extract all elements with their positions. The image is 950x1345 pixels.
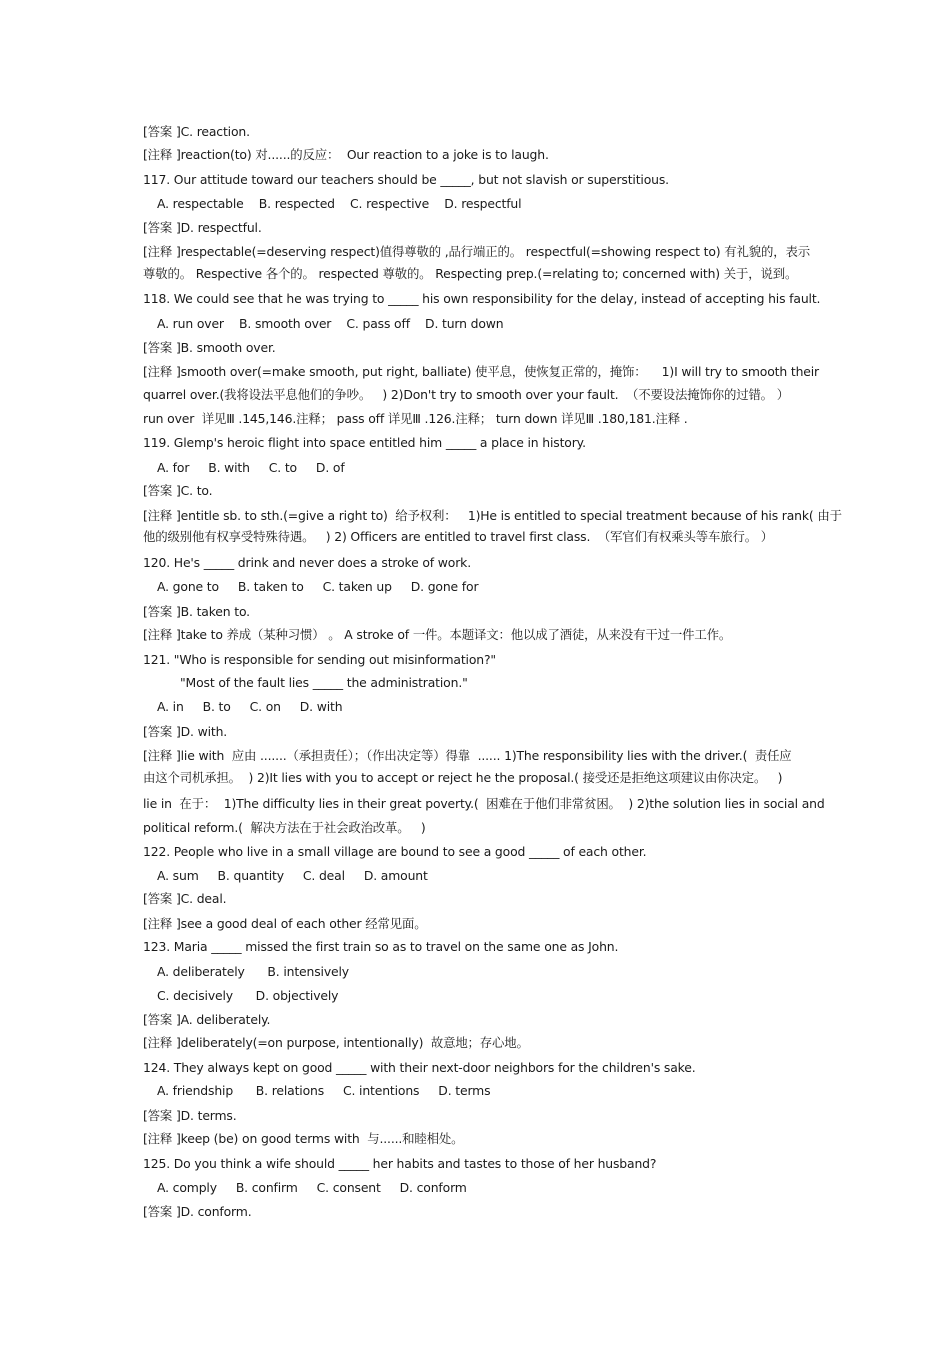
text-line: [答案 ]D. conform. <box>143 1204 252 1219</box>
text-line: political reform.( 解决方法在于社会政治改革。 ) <box>143 820 426 835</box>
text-line: 119. Glemp's heroic flight into space entitled him _____ a place in history. <box>143 435 586 450</box>
text-line: [注释 ]see a good deal of each other 经常见面。 <box>143 916 427 931</box>
text-line: 尊敬的。 Respective 各个的。 respected 尊敬的。 Respecting prep.(=relating to; concerned with) 关于，说到。 <box>143 266 798 281</box>
text-line: C. decisively D. objectively <box>157 988 339 1003</box>
text-line: "Most of the fault lies _____ the administration." <box>180 675 468 690</box>
text-line: 122. People who live in a small village are bound to see a good _____ of each other. <box>143 844 647 859</box>
text-line: A. deliberately B. intensively <box>157 964 349 979</box>
text-line: run over 详见Ⅲ .145,146.注释； pass off 详见Ⅲ .126.注释； turn down 详见Ⅲ .180,181.注释 . <box>143 411 688 426</box>
text-line: [注释 ]reaction(to) 对......的反应： Our reaction to a joke is to laugh. <box>143 147 549 162</box>
text-line: A. gone to B. taken to C. taken up D. gone for <box>157 579 479 594</box>
text-line: [答案 ]C. reaction. <box>143 124 250 139</box>
text-line: 由这个司机承担。 ) 2)It lies with you to accept or reject he the proposal.( 接受还是拒绝这项建议由你决定。 ) <box>143 770 783 785</box>
text-line: 124. They always kept on good _____ with their next-door neighbors for the children's sake. <box>143 1060 696 1075</box>
text-line: lie in 在于： 1)The difficulty lies in their great poverty.( 困难在于他们非常贫困。 ) 2)the solution lies in social and <box>143 796 825 811</box>
text-line: A. for B. with C. to D. of <box>157 460 345 475</box>
text-line: [答案 ]A. deliberately. <box>143 1012 271 1027</box>
text-line: 120. He's _____ drink and never does a stroke of work. <box>143 555 471 570</box>
text-line: 117. Our attitude toward our teachers should be _____, but not slavish or superstitious. <box>143 172 669 187</box>
text-line: [注释 ]lie with 应由 .......（承担责任）；（作出决定等）得靠 ...... 1)The responsibility lies with the driver.( 责任应 <box>143 748 792 763</box>
text-line: 121. "Who is responsible for sending out misinformation?" <box>143 652 496 667</box>
text-line: [注释 ]respectable(=deserving respect)值得尊敬的 ,品行端正的。 respectful(=showing respect to) 有礼貌的，表示 <box>143 244 810 259</box>
text-line: A. sum B. quantity C. deal D. amount <box>157 868 428 883</box>
text-line: 125. Do you think a wife should _____ her habits and tastes to those of her husband? <box>143 1156 657 1171</box>
text-line: [注释 ]take to 养成（某种习惯） 。 A stroke of 一件。本题译文：他以成了酒徒，从来没有干过一件工作。 <box>143 627 732 642</box>
text-line: A. run over B. smooth over C. pass off D. turn down <box>157 316 504 331</box>
text-line: [答案 ]D. with. <box>143 724 228 739</box>
text-line: 123. Maria _____ missed the first train so as to travel on the same one as John. <box>143 939 619 954</box>
text-line: [注释 ]deliberately(=on purpose, intentionally) 故意地；存心地。 <box>143 1035 529 1050</box>
text-line: [注释 ]entitle sb. to sth.(=give a right to) 给予权利： 1)He is entitled to special treatment because of his rank( 由于 <box>143 508 842 523</box>
text-line: 118. We could see that he was trying to _____ his own responsibility for the delay, instead of accepting his fault. <box>143 291 821 306</box>
text-line: 他的级别他有权享受特殊待遇。 ) 2) Officers are entitled to travel first class. （军官们有权乘头等车旅行。 ） <box>143 529 773 544</box>
text-line: [答案 ]B. taken to. <box>143 604 250 619</box>
text-line: [注释 ]keep (be) on good terms with 与......和睦相处。 <box>143 1131 464 1146</box>
text-line: quarrel over.(我将设法平息他们的争吵。 ) 2)Don't try to smooth over your fault. （不要设法掩饰你的过错。 ） <box>143 387 789 402</box>
text-line: A. respectable B. respected C. respective D. respectful <box>157 196 522 211</box>
text-line: A. in B. to C. on D. with <box>157 699 343 714</box>
text-line: [答案 ]D. respectful. <box>143 220 262 235</box>
text-line: [答案 ]C. deal. <box>143 891 227 906</box>
text-line: [注释 ]smooth over(=make smooth, put right, balliate) 使平息，使恢复正常的，掩饰： 1)I will try to smooth their <box>143 364 819 379</box>
text-line: [答案 ]C. to. <box>143 483 213 498</box>
text-line: [答案 ]B. smooth over. <box>143 340 276 355</box>
text-line: A. friendship B. relations C. intentions D. terms <box>157 1083 491 1098</box>
text-line: [答案 ]D. terms. <box>143 1108 237 1123</box>
text-line: A. comply B. confirm C. consent D. conform <box>157 1180 467 1195</box>
